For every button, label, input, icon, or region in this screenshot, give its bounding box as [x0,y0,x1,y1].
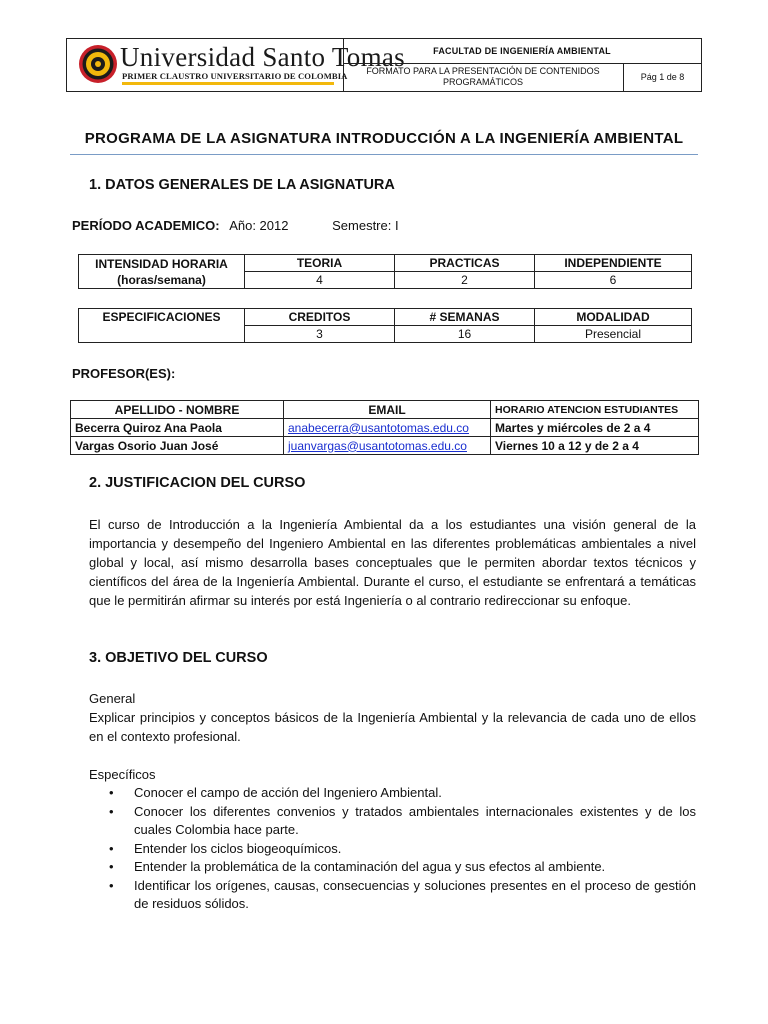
list-item-text: Conocer el campo de acción del Ingeniero Ambiental. [134,785,442,800]
university-name: Universidad Santo Tomas [120,42,405,72]
table-row [71,437,699,455]
hours-value-teoria: 4 [245,272,395,289]
prof-name: Becerra Quiroz Ana Paola [71,419,284,437]
spec-header-modalidad: MODALIDAD [535,309,692,326]
bullet-icon: • [109,840,114,856]
list-item-text: Identificar los orígenes, causas, consecuencias y soluciones presentes en el proceso de gestión de residuos sólidos. [134,877,696,911]
document-header [66,38,702,92]
format-title-line2: PROGRAMÁTICOS [442,77,523,87]
university-subtitle: PRIMER CLAUSTRO UNIVERSITARIO DE COLOMBIA [122,71,348,81]
hours-value-practicas: 2 [395,272,535,289]
title-divider [70,154,698,155]
university-logo [67,39,405,91]
prof-header-nombre: APELLIDO - NOMBRE [71,401,284,419]
prof-email-cell [284,437,491,455]
spec-label: ESPECIFICACIONES [79,309,245,343]
university-seal-icon [78,44,118,84]
semestre-value: Semestre: I [332,218,399,233]
list-item-text: Conocer los diferentes convenios y tratados ambientales internacionales existentes y de los cuales Colombia hace parte. [134,803,696,837]
page-number: Pág 1 de 8 [640,72,685,82]
justificacion-text: El curso de Introducción a la Ingeniería Ambiental da a los estudiantes una visión general de la importancia y desempeño del Ingeniero Ambiental en las diferentes problemáticas ambientales a nivel global y local, así mismo desarrolla bases conceptuales que le permiten abordar textos técnicos y científicos del área de la Ingeniería Ambiental. Durante el curso, el estudiante se enfrentará a temáticas que le permitirán afirmar su interés por está Ingeniería o al contrario redireccionar su enfoque. [89,517,696,608]
prof-name: Vargas Osorio Juan José [71,437,284,455]
especificos-label: Específicos [89,767,156,782]
list-item [89,877,696,914]
list-item [89,784,696,803]
bullet-icon: • [109,859,114,874]
periodo-label: PERÍODO ACADEMICO: [72,218,220,233]
spec-value-creditos: 3 [245,326,395,343]
section2-heading: 2. JUSTIFICACION DEL CURSO [89,475,306,491]
spec-header-creditos: CREDITOS [245,309,395,326]
anio-value: Año: 2012 [229,218,289,233]
list-item-text: Entender la problemática de la contaminación del agua y sus efectos al ambiente. [134,859,606,874]
spec-header-semanas: # SEMANAS [395,309,535,326]
bullet-icon: • [109,785,114,800]
bullet-icon: • [109,877,114,893]
hours-label-cell [79,255,245,289]
hours-header-teoria: TEORIA [245,255,395,272]
list-item [89,840,696,859]
hours-value-independiente: 6 [535,272,692,289]
table-row [71,419,699,437]
spec-value-semanas: 16 [395,326,535,343]
prof-email-cell [284,419,491,437]
faculty-name: FACULTAD DE INGENIERÍA AMBIENTAL [343,39,701,64]
profesores-label: PROFESOR(ES): [72,366,176,381]
prof-email-link[interactable]: juanvargas@usantotomas.edu.co [288,438,467,453]
list-item-text: Entender los ciclos biogeoquímicos. [134,840,342,856]
spec-table [78,308,692,343]
periodo-academico [72,218,399,233]
prof-horario: Martes y miércoles de 2 a 4 [491,419,699,437]
prof-header-email: EMAIL [284,401,491,419]
profesores-table [70,400,699,455]
hours-label-line2: (horas/semana) [117,272,206,287]
list-item [89,803,696,840]
list-item [89,858,696,877]
general-text: Explicar principios y conceptos básicos de la Ingeniería Ambiental y la relevancia de cada uno de ellos en el contexto profesional. [89,710,696,744]
objetivos-list [89,784,696,914]
page-title: PROGRAMA DE LA ASIGNATURA INTRODUCCIÓN A LA INGENIERÍA AMBIENTAL [84,130,684,147]
prof-horario: Viernes 10 a 12 y de 2 a 4 [491,437,699,455]
general-label: General [89,691,136,706]
format-title [343,63,624,91]
logo-underline [122,82,334,85]
prof-email-link[interactable]: anabecerra@usantotomas.edu.co [288,420,469,435]
spec-value-modalidad: Presencial [535,326,692,343]
bullet-icon: • [109,803,114,819]
section1-heading: 1. DATOS GENERALES DE LA ASIGNATURA [89,177,395,193]
section3-heading: 3. OBJETIVO DEL CURSO [89,650,268,666]
hours-table [78,254,692,289]
hours-header-practicas: PRACTICAS [395,255,535,272]
format-title-line1: FORMATO PARA LA PRESENTACIÓN DE CONTENIDOS [366,66,600,76]
hours-header-independiente: INDEPENDIENTE [535,255,692,272]
hours-label-line1: INTENSIDAD HORARIA [95,256,228,271]
prof-header-horario: HORARIO ATENCION ESTUDIANTES [491,401,699,419]
